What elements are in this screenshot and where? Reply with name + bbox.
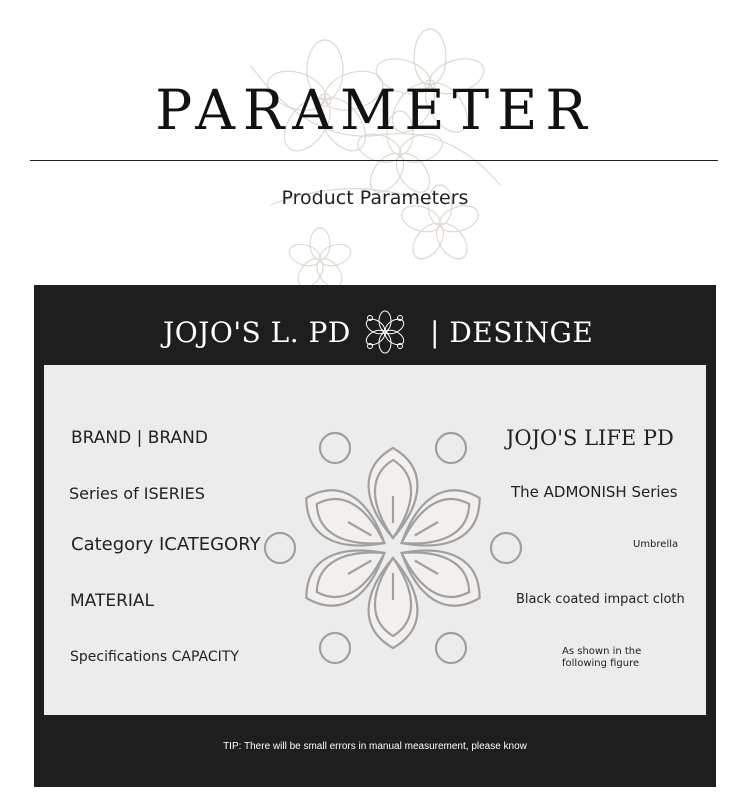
row-category-label: Category ICATEGORY bbox=[71, 534, 261, 555]
flower-logo-icon bbox=[361, 310, 409, 354]
flower-illustration bbox=[262, 430, 524, 666]
measurement-tip: TIP: There will be small errors in manual measurement, please know bbox=[223, 741, 527, 752]
divider bbox=[30, 160, 718, 161]
cherry-blossom-watermark bbox=[230, 25, 510, 285]
page-title: PARAMETER bbox=[155, 78, 595, 142]
row-specifications-value-line2: following figure bbox=[562, 658, 640, 669]
row-specifications-label: Specifications CAPACITY bbox=[70, 649, 239, 665]
brand-tagline: | DESINGE bbox=[430, 316, 594, 349]
row-series-label: Series of ISERIES bbox=[69, 484, 205, 503]
brand-name: JOJO'S L. PD bbox=[163, 316, 351, 349]
row-specifications-value bbox=[562, 646, 641, 670]
row-series-value: The ADMONISH Series bbox=[511, 483, 678, 501]
row-brand-value: JOJO'S LIFE PD bbox=[506, 426, 674, 450]
row-material-value: Black coated impact cloth bbox=[516, 592, 685, 607]
page-subtitle: Product Parameters bbox=[281, 187, 469, 209]
row-specifications-value-line1: As shown in the bbox=[562, 646, 642, 657]
row-category-value: Umbrella bbox=[633, 539, 679, 550]
row-brand-label: BRAND | BRAND bbox=[71, 428, 208, 448]
row-material-label: MATERIAL bbox=[70, 591, 155, 611]
